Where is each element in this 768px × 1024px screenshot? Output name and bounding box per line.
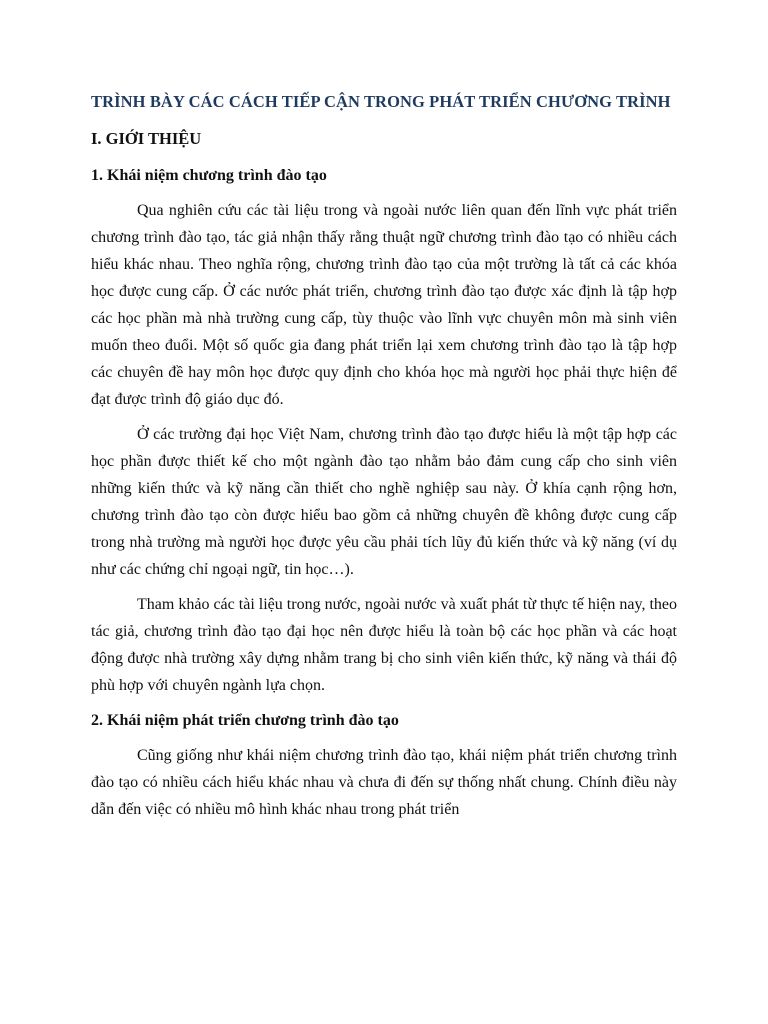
paragraph: Qua nghiên cứu các tài liệu trong và ngoài nước liên quan đến lĩnh vực phát triển chương trình đào tạo, tác giả nhận thấy rằng thuật ngữ chương trình đào tạo có nhiều cách hiểu khác nhau. Theo nghĩa rộng, chương trình đào tạo của một trường là tất cả các khóa học được cung cấp. Ở các nước phát triển, chương trình đào tạo được xác định là tập hợp các học phần mà nhà trường cung cấp, tùy thuộc vào lĩnh vực chuyên môn mà sinh viên muốn theo đuổi. Một số quốc gia đang phát triển lại xem chương trình đào tạo là tập hợp các chuyên đề hay môn học được quy định cho khóa học mà người học phải thực hiện để đạt được trình độ giáo dục đó. [91,202,677,408]
document-title: TRÌNH BÀY CÁC CÁCH TIẾP CẬN TRONG PHÁT TRIỂN CHƯƠNG TRÌNH [91,92,671,111]
subheading-program-development-concept: 2. Khái niệm phát triển chương trình đào tạo [91,712,399,729]
section-heading-introduction: I. GIỚI THIỆU [91,129,202,148]
paragraph: Ở các trường đại học Việt Nam, chương trình đào tạo được hiểu là một tập hợp các học phần được thiết kế cho một ngành đào tạo nhằm bảo đảm cung cấp cho sinh viên những kiến thức và kỹ năng cần thiết cho nghề nghiệp sau này. Ở khía cạnh rộng hơn, chương trình đào tạo còn được hiểu bao gồm cả những chuyên đề không được cung cấp trong nhà trường mà người học được yêu cầu phải tích lũy đủ kiến thức và kỹ năng (ví dụ như các chứng chỉ ngoại ngữ, tin học…). [91,426,677,578]
document-body [91,88,677,823]
paragraph: Tham khảo các tài liệu trong nước, ngoài nước và xuất phát từ thực tế hiện nay, theo tác giả, chương trình đào tạo đại học nên được hiểu là toàn bộ các học phần và các hoạt động được nhà trường xây dựng nhằm trang bị cho sinh viên kiến thức, kỹ năng và thái độ phù hợp với chuyên ngành lựa chọn. [91,596,677,694]
subheading-training-program-concept: 1. Khái niệm chương trình đào tạo [91,167,327,184]
paragraph: Cũng giống như khái niệm chương trình đào tạo, khái niệm phát triển chương trình đào tạo có nhiều cách hiểu khác nhau và chưa đi đến sự thống nhất chung. Chính điều này dẫn đến việc có nhiều mô hình khác nhau trong phát triển [91,747,677,818]
